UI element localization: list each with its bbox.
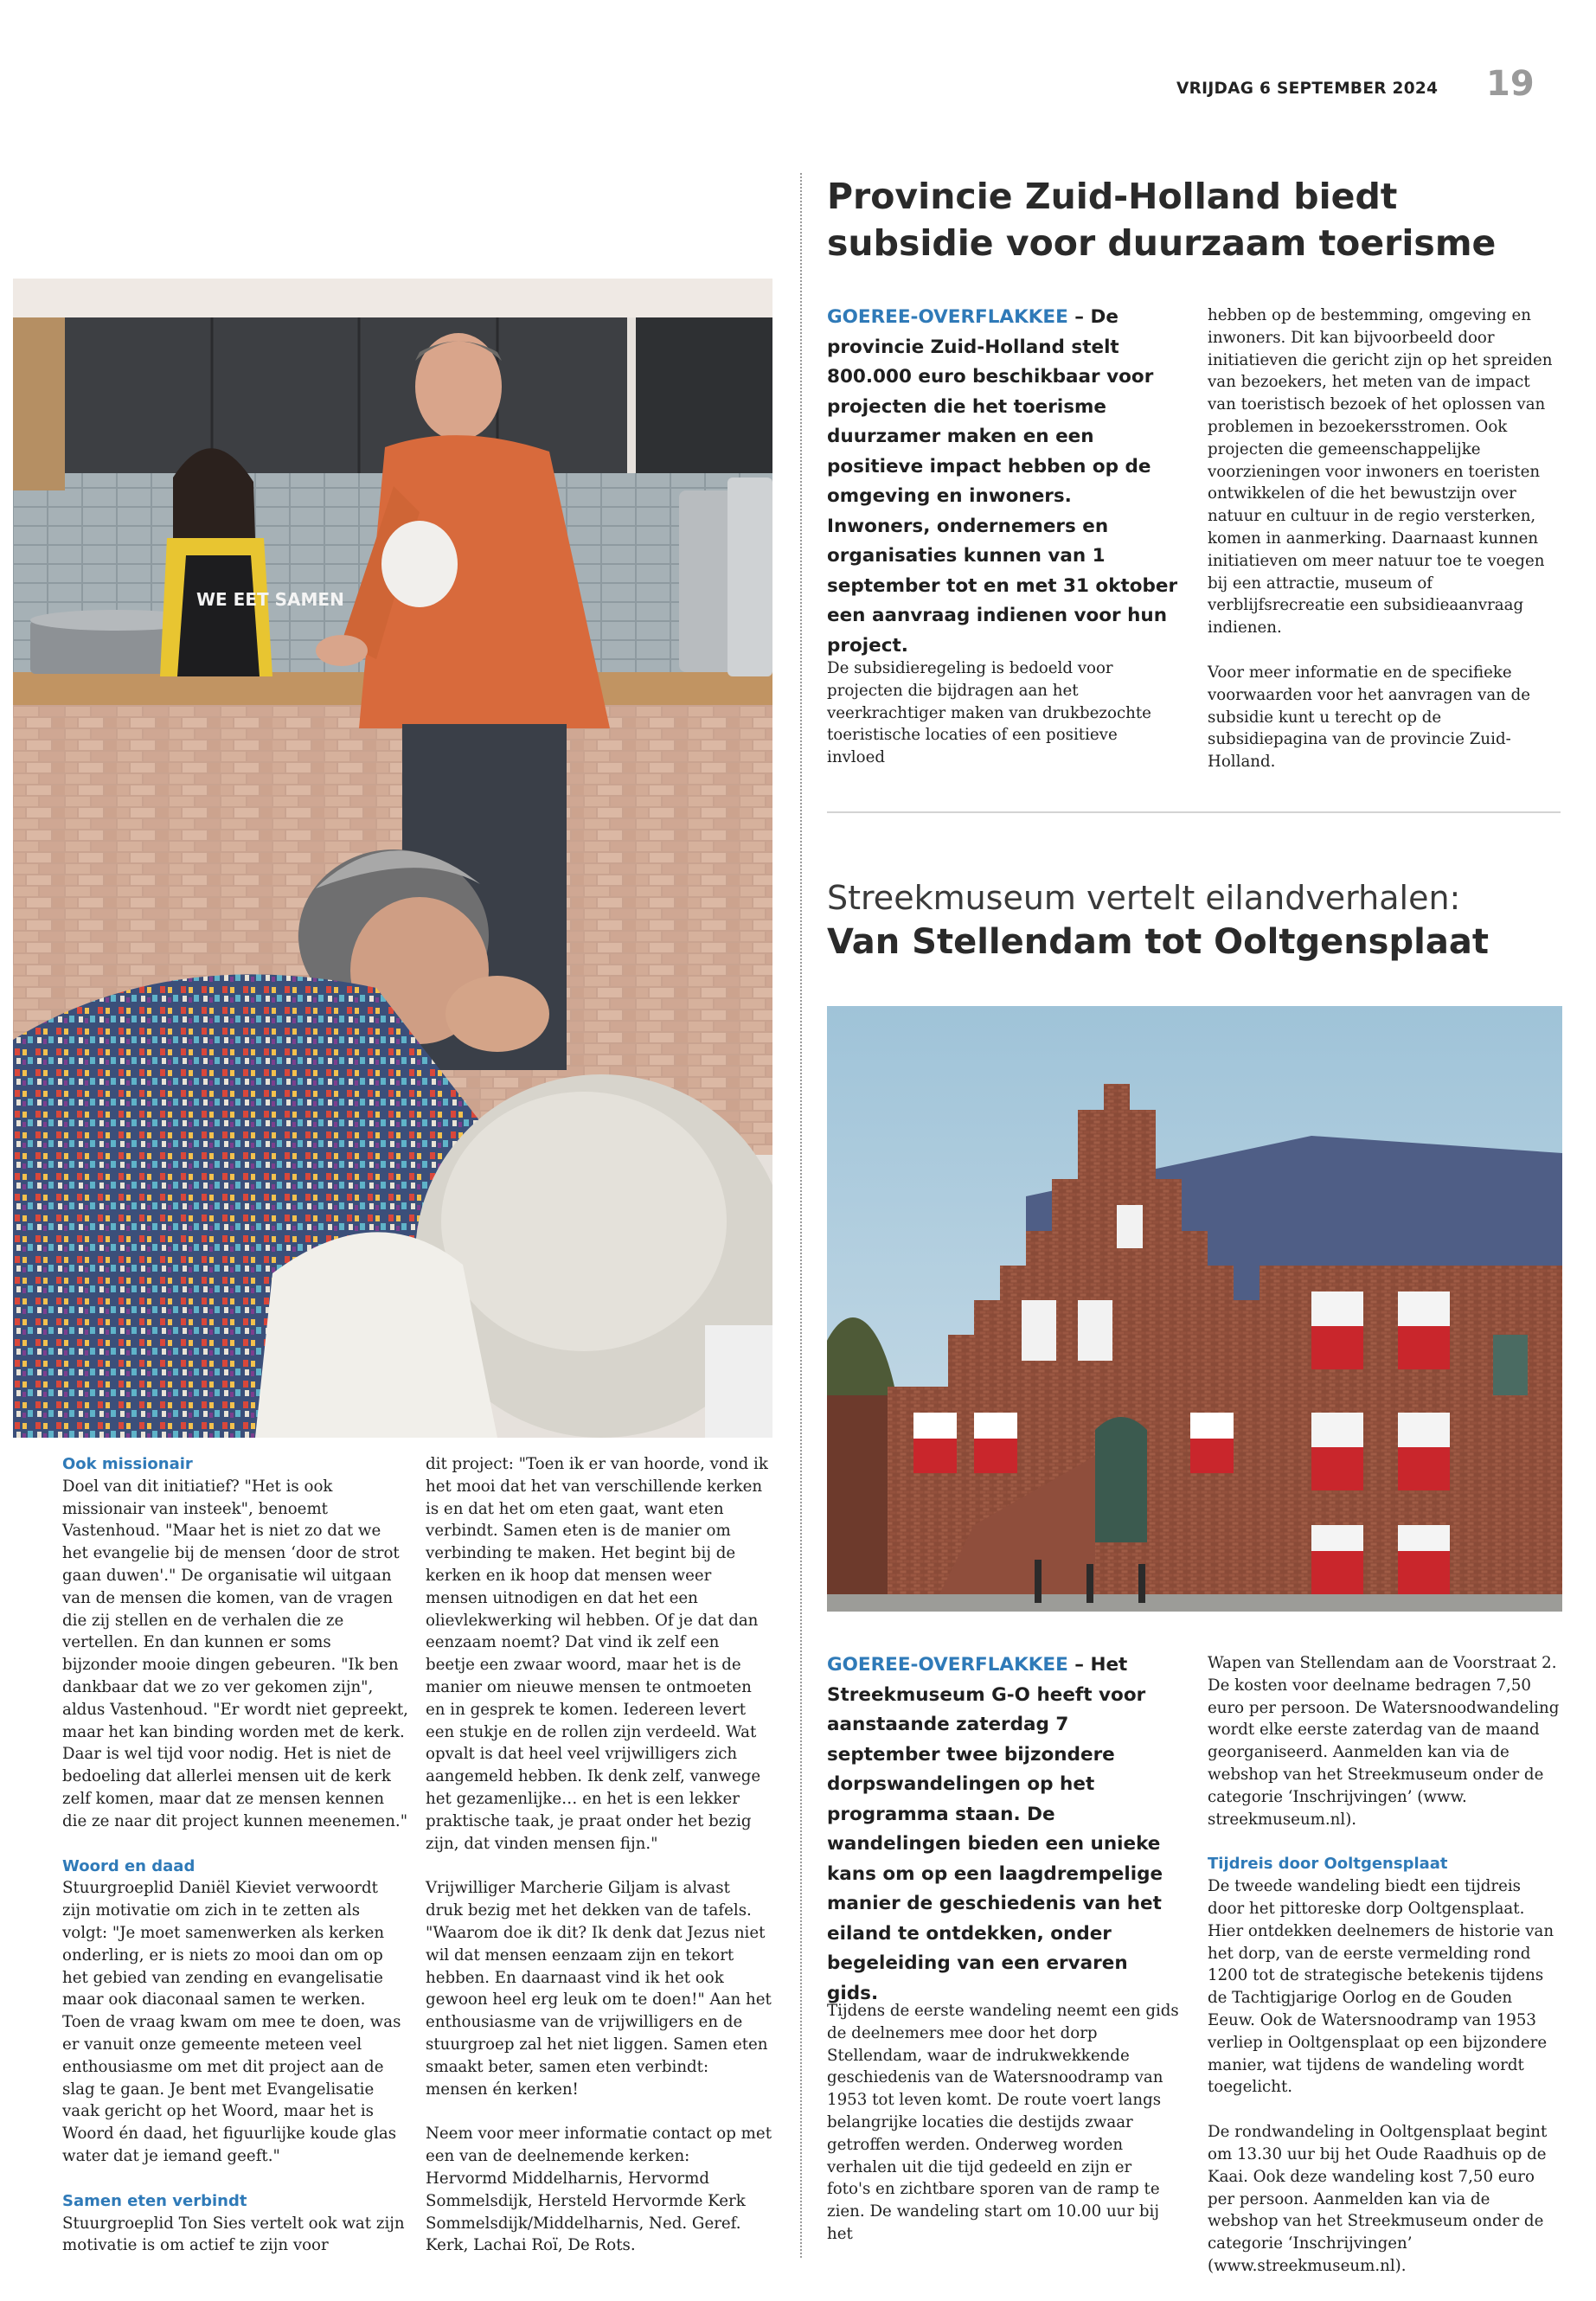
article-separator: [827, 811, 1561, 813]
article2-subhead: Tijdreis door Ooltgensplaat: [1208, 1855, 1448, 1874]
apron-text: WE EET SAMEN: [196, 589, 344, 610]
page-number: 19: [1486, 64, 1535, 104]
article2-paragraph: De rondwandeling in Ooltgensplaat begint om 13.30 uur bij het Oude Raadhuis op de Kaai. Ook deze wandeling kost 7,50 euro per persoon. Aanmelden kan via de webshop van het Streekmuseum onder de categorie ‘Inschrijvingen’ (www.streekmuseum.nl).: [1208, 2123, 1548, 2275]
article1-paragraph: Voor meer informatie en de specifieke voorwaarden voor het aanvragen van de subsidie kunt u terecht op de subsidiepagina van de provincie Zuid-Holland.: [1208, 663, 1531, 772]
article3-paragraph: Neem voor meer informatie contact op met een van de deelnemende kerken: Hervormd Middelharnis, Hervormd Sommelsdijk, Hersteld Hervormde Kerk Sommelsdijk/Middelharnis, Ned. Geref. Kerk, Lachai Roï, De Rots.: [426, 2125, 772, 2255]
article1-col2: [1208, 304, 1562, 796]
article1-headline: Provincie Zuid-Holland biedt subsidie voor duurzaam toerisme: [827, 176, 1497, 264]
column-divider: [800, 173, 802, 2258]
article2-paragraph: Tijdens de eerste wandeling neemt een gids de deelnemers mee door het dorp Stellendam, waar de indrukwekkende geschiedenis van de Watersnoodramp van 1953 tot leven komt. De route voert langs belangrijke locaties die destijds zwaar getroffen werden. Onderweg worden verhalen uit die tijd gedeeld en zijn er foto's en zichtbare sporen van de ramp te zien. De wandeling start om 10.00 uur bij het: [827, 2002, 1179, 2243]
article2-subheadline: Streekmuseum vertelt eilandverhalen:: [827, 879, 1461, 917]
article3-paragraph: Vrijwilliger Marcherie Giljam is alvast druk bezig met het dekken van de tafels. "Waarom doe ik dit? Ik denk dat Jezus niet wil dat mensen eenzaam zijn en tekort hebben. En daarnaast vind ik het ook gewoon heel erg leuk om te doen!" Aan het enthousiasme van de vrijwilligers en de stuurgroep zal het niet liggen. Samen eten smaakt beter, samen eten verbindt: mensen én kerken!: [426, 1879, 772, 2099]
article2-headline: Van Stellendam tot Ooltgensplaat: [827, 922, 1489, 962]
article2-col2: [1208, 1652, 1562, 2300]
article3-subhead: Woord en daad: [62, 1856, 195, 1875]
museum-photo: [827, 1006, 1562, 1612]
article3-paragraph: dit project: "Toen ik er van hoorde, vond ik het mooi dat het van verschillende kerken is en dat het om eten gaat, want eten verbindt. Samen eten is de manier om verbinding te maken. Het begint bij de kerken en ik hoop dat mensen weer mensen uitnodigen en dat het een olievlekwerking wil hebben. Of je dat dan eenzaam noemt? Dat vind ik zelf een beetje een zwaar woord, maar het is de manier om nieuwe mensen te ontmoeten en in gesprek te komen. Iedereen levert een stukje en de rollen zijn verdeeld. Wat opvalt is dat heel veel vrijwilligers zich aangemeld hebben. Ik denk zelf, vanwege het gezamenlijke… en het is een lekker praktische taak, je praat onder het bezig zijn, dat vinden mensen fijn.": [426, 1455, 768, 1853]
article1-lead-text: – De provincie Zuid-Holland stelt 800.000 euro beschikbaar voor projecten die het toerisme duurzamer maken en een positieve impact hebben op de omgeving en inwoners. Inwoners, ondernemers en organisaties kunnen van 1 september tot en met 31 oktober een aanvraag indienen voor hun project.: [827, 306, 1178, 657]
article3-col2: [426, 1453, 772, 2279]
article2-lead: [827, 1650, 1180, 2009]
page-date: VRIJDAG 6 SEPTEMBER 2024: [1176, 80, 1439, 98]
article2-paragraph: Wapen van Stellendam aan de Voorstraat 2. De kosten voor deelname bedragen 7,50 euro per persoon. De Watersnoodwandeling wordt elke eerste zaterdag van de maand georganiseerd. Aanmelden kan via de webshop van het Streekmuseum onder de categorie ‘Inschrijvingen’ (www. streekmuseum.nl).: [1208, 1654, 1560, 1829]
article1-lead: [827, 303, 1180, 661]
article2-lead-text: – Het Streekmuseum G-O heeft voor aanstaande zaterdag 7 september twee bijzondere dorpswandelingen op het programma staan. De wandelingen bieden een unieke kans om op een laagdrempelige manier de geschiedenis van het eiland te ontdekken, onder begeleiding van een ervaren gids.: [827, 1654, 1163, 2004]
article1-paragraph: De subsidieregeling is bedoeld voor projecten die bijdragen aan het veerkrachtiger maken van drukbezochte toeristische locaties of een positieve invloed: [827, 659, 1151, 767]
article2-col1: [827, 2000, 1180, 2268]
article3-paragraph: Stuurgroeplid Ton Sies vertelt ook wat zijn motivatie is om actief te zijn voor: [62, 2214, 405, 2255]
article2-location: GOEREE-OVERFLAKKEE: [827, 1654, 1068, 1676]
article3-paragraph: Stuurgroeplid Daniël Kieviet verwoordt zijn motivatie om zich in te zetten als volgt: "Je moet samenwerken als kerken onderling, er is niets zo mooi dan om op het gebied van zending en evangelisatie maar ook diaconaal samen te werken. Toen de vraag kwam om mee te doen, was er vanuit onze gemeente meteen veel enthousiasme om met dit project aan de slag te gaan. Je bent met Evangelisatie vaak gericht op het Woord, maar het is Woord én daad, het figuurlijke koude glas water dat je iemand geeft.": [62, 1879, 401, 2165]
article3-col1: [62, 1453, 408, 2279]
article1-location: GOEREE-OVERFLAKKEE: [827, 306, 1068, 328]
article3-paragraph: Doel van dit initiatief? "Het is ook missionair van insteek", benoemt Vastenhoud. "Maar het is niet zo dat we het evangelie bij de mensen ‘door de strot gaan duwen'." De organisatie wil uitgaan van de mensen die komen, van de vragen die zij stellen en de verhalen die ze vertellen. En dan kunnen er soms bijzonder mooie dingen gebeuren. "Ik ben dankbaar dat we zo ver gekomen zijn", aldus Vastenhoud. "Er wordt niet gepreekt, maar het kan binding worden met de kerk. Daar is wel tijd voor nodig. Het is niet de bedoeling dat allerlei mensen uit de kerk zelf komen, maar dat ze mensen kennen die ze naar dit project kunnen meenemen.": [62, 1477, 408, 1830]
article2-paragraph: De tweede wandeling biedt een tijdreis door het pittoreske dorp Ooltgensplaat. Hier ontdekken deelnemers de historie van het dorp, van de eerste vermelding rond 1200 tot de strategische betekenis tijdens de Tachtigjarige Oorlog en de Gouden Eeuw. Ook de Watersnoodramp van 1953 verliep in Ooltgensplaat op een bijzondere manier, wat tijdens de wandeling wordt toegelicht.: [1208, 1877, 1554, 2097]
article1-col1: [827, 657, 1180, 792]
article1-paragraph: hebben op de bestemming, omgeving en inwoners. Dit kan bijvoorbeeld door initiatieven die gericht zijn op het spreiden van bezoekers, het meten van de impact van toeristisch bezoek of het oplossen van problemen in bezoekersstromen. Ook projecten die gemeenschappelijke voorzieningen voor inwoners en toeristen ontwikkelen of die het bewustzijn over natuur en cultuur in de regio versterken, komen in aanmerking. Daarnaast kunnen initiatieven om meer natuur toe te voegen bij een attractie, museum of verblijfsrecreatie een subsidieaanvraag indienen.: [1208, 306, 1553, 638]
kitchen-photo: [13, 279, 772, 1438]
article3-subhead: Samen eten verbindt: [62, 2191, 247, 2210]
article3-subhead: Ook missionair: [62, 1455, 193, 1473]
